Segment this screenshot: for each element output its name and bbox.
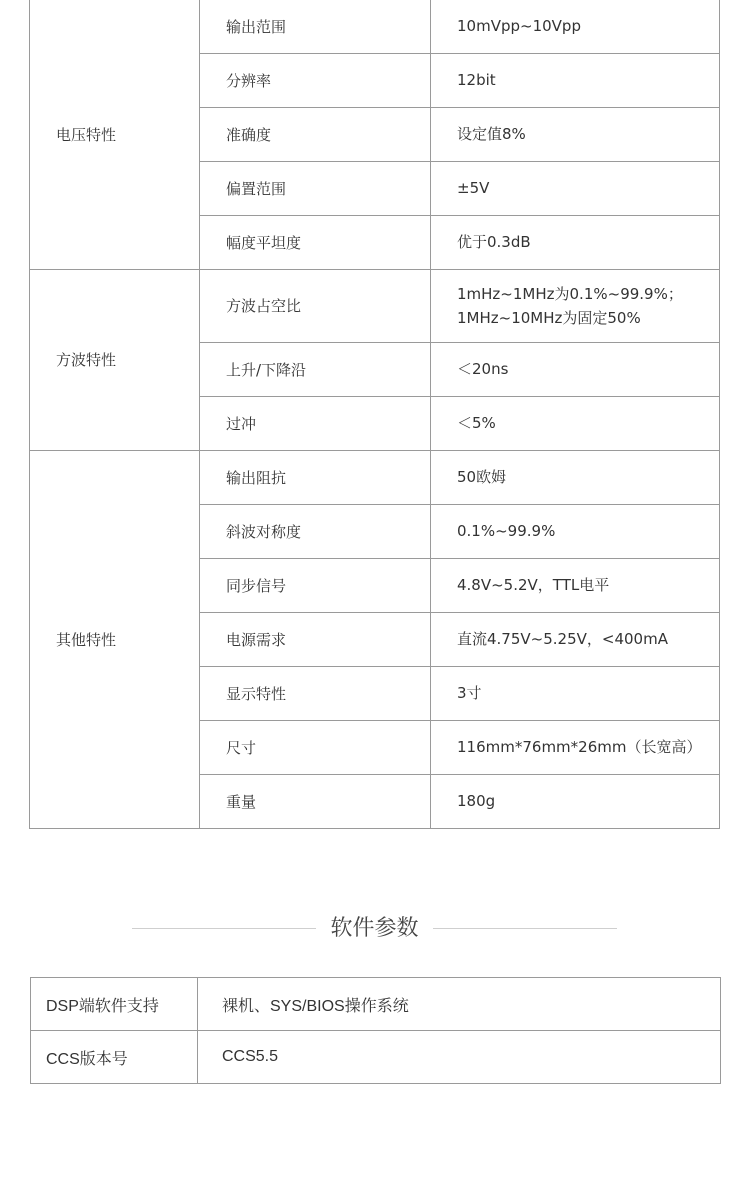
software-spec-table	[30, 977, 721, 1084]
spec-value-line: 3寸	[457, 684, 482, 702]
table-row	[30, 0, 720, 53]
spec-value-cell	[431, 558, 720, 612]
spec-value-cell	[431, 396, 720, 450]
spec-value-line: 4.8V~5.2V，TTL电平	[457, 576, 610, 594]
spec-param-cell: 尺寸	[200, 720, 431, 774]
spec-value-cell	[431, 215, 720, 269]
table-row	[31, 978, 721, 1031]
software-key-cell: CCS版本号	[31, 1031, 198, 1084]
spec-param-cell: 准确度	[200, 107, 431, 161]
software-section-title: 软件参数	[330, 916, 419, 941]
software-key-cell: DSP端软件支持	[31, 978, 198, 1031]
spec-param-cell: 上升/下降沿	[200, 342, 431, 396]
spec-param-cell: 输出阻抗	[200, 450, 431, 504]
software-value-cell: 裸机、SYS/BIOS操作系统	[198, 978, 721, 1031]
spec-value-line: 12bit	[457, 71, 496, 89]
spec-value-line: 设定值8%	[457, 125, 526, 143]
spec-value-line: 180g	[457, 792, 496, 810]
spec-value-line: 直流4.75V~5.25V，<400mA	[457, 630, 668, 648]
spec-param-cell: 输出范围	[200, 0, 431, 53]
spec-value-line: 50欧姆	[457, 468, 507, 486]
spec-value-line: 1mHz~1MHz为0.1%~99.9%；	[457, 284, 683, 303]
spec-param-cell: 方波占空比	[200, 269, 431, 342]
heading-rule-left	[132, 928, 316, 929]
spec-param-cell: 同步信号	[200, 558, 431, 612]
spec-value-cell	[431, 269, 720, 342]
spec-param-cell: 幅度平坦度	[200, 215, 431, 269]
software-section-heading	[0, 912, 750, 946]
spec-group-cell: 其他特性	[30, 450, 200, 828]
spec-group-cell: 电压特性	[30, 0, 200, 269]
spec-value-line: 10mVpp~10Vpp	[457, 17, 581, 36]
spec-value-cell	[431, 342, 720, 396]
spec-value-line: 116mm*76mm*26mm（长宽高）	[457, 738, 702, 756]
spec-value-cell	[431, 450, 720, 504]
spec-value-line: ＜20ns	[457, 360, 509, 378]
spec-value-cell	[431, 0, 720, 53]
spec-value-cell	[431, 720, 720, 774]
spec-value-line: 优于0.3dB	[457, 233, 531, 251]
spec-value-cell	[431, 107, 720, 161]
spec-param-cell: 分辨率	[200, 53, 431, 107]
spec-value-cell	[431, 666, 720, 720]
spec-value-cell	[431, 53, 720, 107]
spec-value-cell	[431, 612, 720, 666]
spec-param-cell: 重量	[200, 774, 431, 828]
table-row	[30, 269, 720, 342]
hardware-spec-table	[29, 0, 720, 829]
spec-value-cell	[431, 161, 720, 215]
spec-value-line: ＜5%	[457, 414, 496, 432]
spec-value-line: 1MHz~10MHz为固定50%	[457, 308, 641, 327]
spec-value-cell	[431, 774, 720, 828]
table-row	[31, 1031, 721, 1084]
spec-value-line: 0.1%~99.9%	[457, 522, 556, 540]
spec-param-cell: 偏置范围	[200, 161, 431, 215]
spec-param-cell: 电源需求	[200, 612, 431, 666]
table-row	[30, 450, 720, 504]
spec-param-cell: 斜波对称度	[200, 504, 431, 558]
spec-param-cell: 显示特性	[200, 666, 431, 720]
heading-rule-right	[433, 928, 617, 929]
spec-value-cell	[431, 504, 720, 558]
software-value-cell: CCS5.5	[198, 1031, 721, 1084]
spec-value-line: ±5V	[457, 179, 490, 197]
spec-group-cell: 方波特性	[30, 269, 200, 450]
spec-param-cell: 过冲	[200, 396, 431, 450]
